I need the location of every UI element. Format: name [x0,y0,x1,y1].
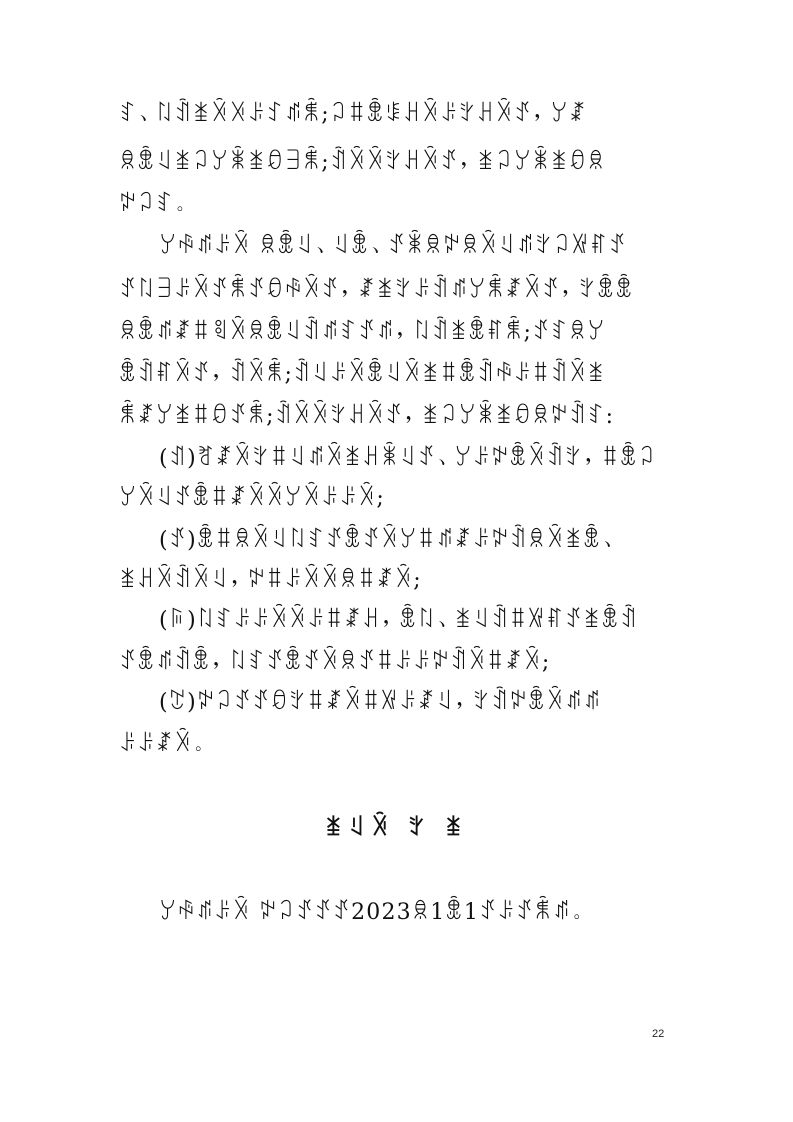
body-line: ꆏ、ꇁꀉꁧꋋꋌꌠꉘꁮꐨ;ꃀꐚꂬꌐꃅꋋꌠꇬꃅꋋꀋ，ꌦꊨ [119,102,588,127]
body-line: ꌋꂬꁮꊨꐚꑠꋋꌋꂬꆹꀉꁮꆏꀋꁮ，ꇁꀉꁧꂬꐥꐨ;ꀋꆏꌋꌦ [119,320,606,345]
list-item-line: (ꌕ)ꇁꆏꌠꌠꋋꋋꌠꐚꊨꃅ，ꂬꇁ、ꁧꆹꀉꐚꑟꐥꀋꁧꂬꀉ [159,608,639,633]
body-line: ꀋꇁꎆꌠꋋꀋꐨꀋꈲꊌꋋꀋ，ꊨꁧꇬꌠꀉꁮꌦꐨꊨꋋꀋ，ꇬꂬꂬ [119,278,634,303]
list-item-line: (ꇖ)ꉢꃀꀋꀋꈲꇬꐚꊨꋋꐚꑟꌠꊨꆹ，ꇬꀉꉢꂬꋋꁮꁮ [159,690,602,715]
effective-date-line: ꌦꊌꁮꌠꋋ ꉢꃀꀋꀋꀋ2023ꌋ1ꂬ1ꀋꌠꀋꐨꁮ。 [159,900,590,925]
body-line: ꌠꌠꊨꋋ。 [119,732,211,757]
body-line: ꂬꀉꐥꋋꀋ，ꀉꋋꐨ;ꀉꆹꌠꋋꂬꆹꋋꁧꐚꂬꀉꊌꌠꐚꀉꋋꁧ [119,362,606,387]
list-item-line: (ꀋ)ꂬꐚꌋꋋꆹꇁꆏꀋꂬꀋꋋꌦꐚꁮꊨꌠꉢꀉꌋꋋꁧꂬ、 [159,528,620,553]
body-line: ꌦꋋꆹꀋꂬꐚꊨꋋꋋꌦꋋꌠꌠꋋ; [119,486,386,511]
page-number: 22 [652,1028,665,1040]
list-item-line: (ꀊ)ꐛꊨꋋꇬꐚꆹꁮꋋꁧꃅꉚꆹꀋ、ꌦꌠꉢꂬꋋꀉꇬ，ꐚꂬꃀ [159,446,657,471]
body-line: ꌦꊌꁮꌠꋋ ꌋꂬꆹ、ꆹꂬ、ꀋꉚꌋꉢꌋꋋꆹꁮꇬꃀꑟꐥꀋ [159,234,627,259]
body-line: ꁧꃅꋋꀉꋋꆹ，ꉢꐚꌠꋋꋋꌋꐚꊨꋋ; [119,568,422,593]
body-line: ꐨꊨꌦꁧꐚꈲꀋꐨ;ꀉꋋꋋꇬꃅꋋꀋ，ꁧꃀꌦꉚꁧꈲꌋꉢꀉꆏ: [119,404,615,429]
section-heading: ꁧꆹꋋ ꇬ ꁧ [324,816,469,841]
body-line: ꌋꂬꆹꁧꃀꌦꉚꁧꈲꎆꐨ;ꀉꋋꋋꇬꃅꋋꀋ，ꁧꃀꌦꉚꁧꈲꌋ [119,150,606,175]
body-line: ꉢꃀꆏ。 [119,192,193,217]
body-line: ꀋꂬꁮꀉꂬ，ꇁꆏꀋꂬꀋꋋꌋꀋꐚꌠꌠꉢꀉꋋꐚꊨꋋ; [119,650,551,675]
